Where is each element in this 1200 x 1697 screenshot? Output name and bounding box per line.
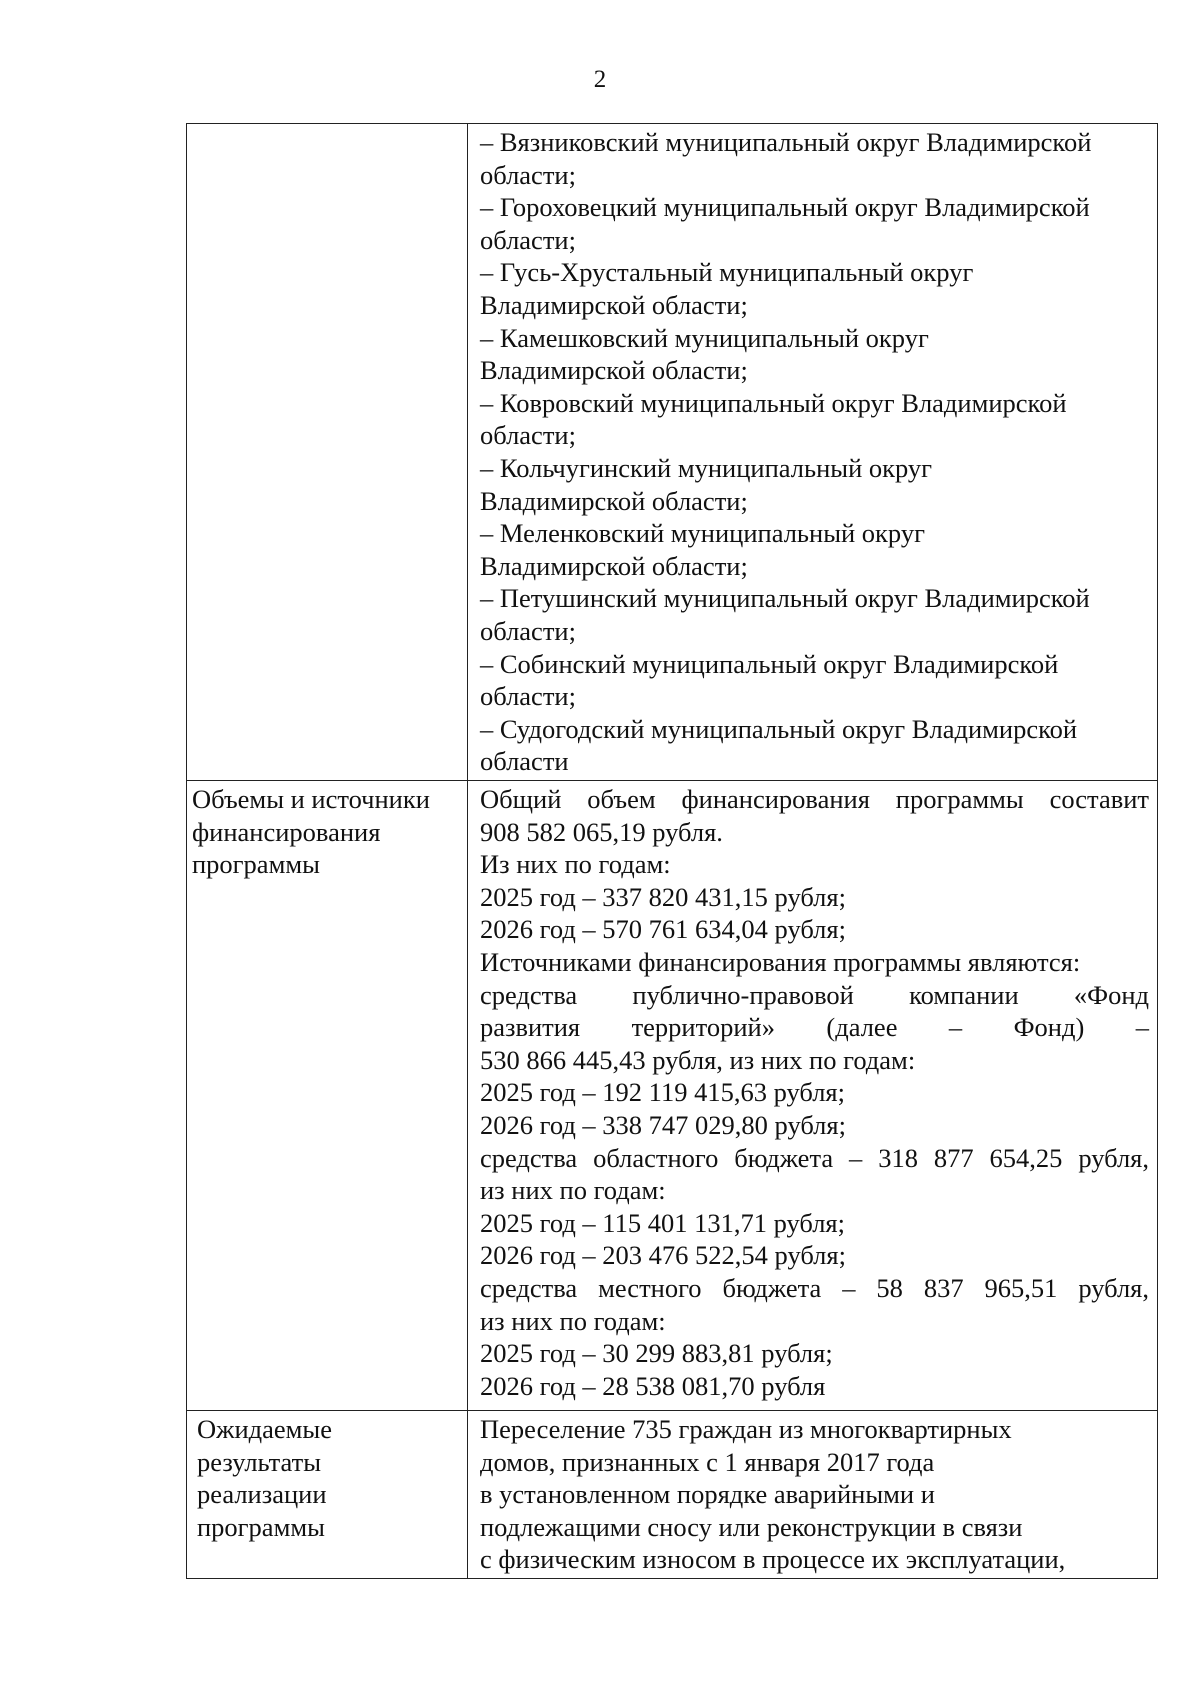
list-item: области; [480,420,576,451]
text-line: 530 866 445,43 рубля, из них по годам: [480,1044,916,1075]
list-item: области [480,746,569,777]
text-line: Общий объем финансирования программы составит [480,784,1149,814]
list-item: – Петушинский муниципальный округ Владимирской [480,583,1090,614]
text-line: из них по годам: [480,1305,666,1336]
label-line: реализации [197,1479,327,1510]
text-line: 2025 год – 115 401 131,71 рубля; [480,1207,845,1238]
text-line: 2025 год – 337 820 431,15 рубля; [480,881,846,912]
text-line: Переселение 735 граждан из многоквартирных [480,1414,1012,1444]
list-item: области; [480,681,576,712]
text-line: подлежащими сносу или реконструкции в связи [480,1511,1023,1542]
table-row-funding [187,781,1158,1411]
list-item: – Гусь-Хрустальный муниципальный округ [480,257,974,288]
program-passport-table [186,123,1158,1579]
list-item: – Ковровский муниципальный округ Владимирской [480,387,1067,418]
text-line: 2026 год – 338 747 029,80 рубля; [480,1109,846,1140]
text-line: с физическим износом в процессе их эксплуатации, [480,1544,1066,1575]
table-row-expected-results [187,1411,1158,1579]
text-line: средства местного бюджета – 58 837 965,51 рубля, [480,1272,1149,1303]
list-item: Владимирской области; [480,289,748,320]
list-item: Владимирской области; [480,550,748,581]
label-line: финансирования [192,816,381,847]
row-label-cell [187,124,468,781]
expected-results-content [468,1411,1158,1579]
municipal-districts-list [468,124,1158,781]
list-item: – Гороховецкий муниципальный округ Владимирской [480,192,1090,223]
text-line: 908 582 065,19 рубля. [480,816,723,847]
text-line: средства областного бюджета – 318 877 654,25 рубля, [480,1142,1149,1173]
list-item: Владимирской области; [480,485,748,516]
funding-content [468,781,1158,1411]
text-line: средства публично-правовой компании «Фонд [480,979,1149,1010]
page-number: 2 [593,66,607,93]
text-line: в установленном порядке аварийными и [480,1479,935,1510]
list-item: – Судогодский муниципальный округ Владимирской [480,713,1078,744]
text-line: Из них по годам: [480,849,671,880]
text-line: развития территорий» (далее – Фонд) – [480,1012,1149,1043]
label-line: Ожидаемые [197,1414,332,1444]
list-item: – Камешковский муниципальный округ [480,322,929,353]
list-item: области; [480,224,576,255]
list-item: Владимирской области; [480,355,748,386]
table-row-municipal-districts [187,124,1158,781]
text-line: домов, признанных с 1 января 2017 года [480,1446,935,1477]
list-item: – Кольчугинский муниципальный округ [480,452,933,483]
expected-results-label [187,1411,468,1579]
list-item: – Собинский муниципальный округ Владимирской [480,648,1059,679]
label-line: программы [192,849,320,880]
label-line: программы [197,1511,325,1542]
funding-label [187,781,468,1411]
text-line: 2026 год – 570 761 634,04 рубля; [480,914,846,945]
text-line: из них по годам: [480,1175,666,1206]
list-item: области; [480,615,576,646]
text-line: Источниками финансирования программы являются: [480,946,1081,977]
label-line: Объемы и источники [192,784,430,814]
list-item: – Вязниковский муниципальный округ Владимирской [480,127,1092,157]
text-line: 2025 год – 30 299 883,81 рубля; [480,1338,833,1369]
label-line: результаты [197,1446,321,1477]
text-line: 2025 год – 192 119 415,63 рубля; [480,1077,845,1108]
text-line: 2026 год – 203 476 522,54 рубля; [480,1240,846,1271]
list-item: области; [480,159,576,190]
text-line: 2026 год – 28 538 081,70 рубля [480,1370,826,1401]
list-item: – Меленковский муниципальный округ [480,518,925,549]
